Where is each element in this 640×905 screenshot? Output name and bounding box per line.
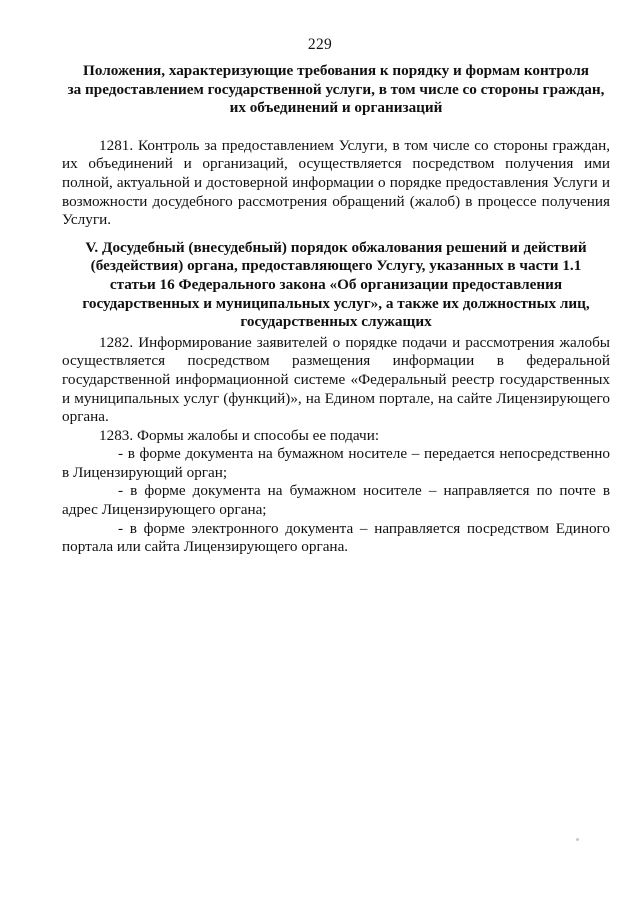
list-item: - в форме документа на бумажном носителе – передается непосредственно в Лицензирующий орган; <box>62 445 610 481</box>
heading-line: статьи 16 Федерального закона «Об организации предоставления <box>109 275 563 293</box>
heading-line: за предоставлением государственной услуги, в том числе со стороны граждан, <box>67 80 605 98</box>
page-number: 229 <box>307 36 333 53</box>
heading-line: Положения, характеризующие требования к порядку и формам контроля <box>83 62 589 79</box>
heading-line: государственных и муниципальных услуг», а также их должностных лиц, <box>82 294 590 312</box>
scan-speck <box>576 838 579 841</box>
list-item: - в форме документа на бумажном носителе – направляется по почте в адрес Лицензирующего органа; <box>62 482 610 519</box>
section-heading-appeal <box>62 239 610 332</box>
section-heading-control <box>62 62 610 118</box>
list-item: - в форме электронного документа – направляется посредством Единого портала или сайта Лицензирующего органа. <box>62 519 610 556</box>
heading-line: государственных служащих <box>240 313 432 331</box>
document-body <box>62 62 610 557</box>
paragraph-1282: 1282. Информирование заявителей о порядке подачи и рассмотрения жалобы осуществляется посредством размещения информации в федеральной государственной информационной системе «Федеральный реестр государственных и муниципальных услуг (функций)», на Едином портале, на сайте Лицензирующего органа. <box>62 333 610 426</box>
heading-line: их объединений и организаций <box>229 99 443 117</box>
paragraph-1283: 1283. Формы жалобы и способы ее подачи: <box>99 426 380 444</box>
paragraph-1281: 1281. Контроль за предоставлением Услуги, в том числе со стороны граждан, их объединений и организаций, осуществляется посредством получения ими полной, актуальной и достоверной информации о порядке предоставления Услуги и возможности досудебного рассмотрения обращений (жалоб) в процессе получения Услуги. <box>62 136 610 229</box>
heading-line: (бездействия) органа, предоставляющего Услугу, указанных в части 1.1 <box>90 257 582 275</box>
heading-line: V. Досудебный (внесудебный) порядок обжалования решений и действий <box>85 238 587 256</box>
